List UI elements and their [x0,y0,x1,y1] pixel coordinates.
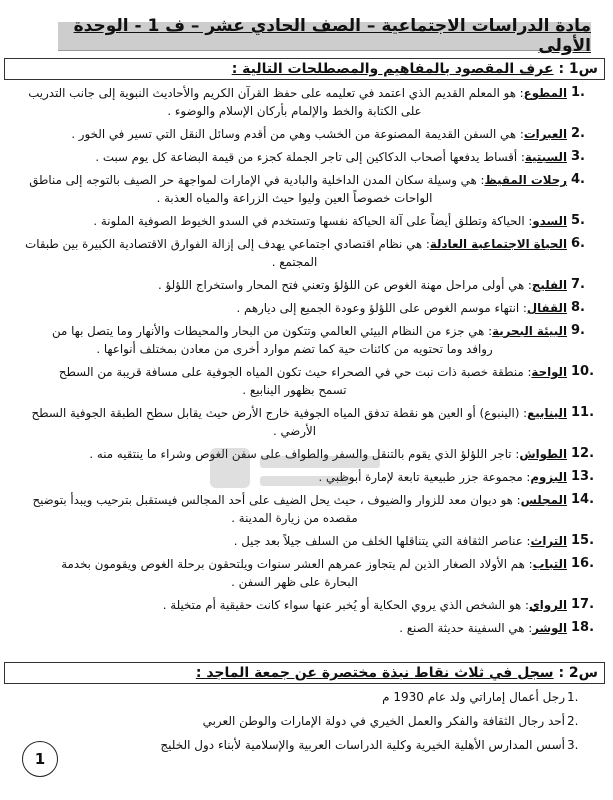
section2-list [30,688,595,760]
section1-header [4,58,605,80]
page-number: 1 [22,741,58,777]
list-item [22,84,599,120]
list-item [22,363,599,399]
item-number: 2. [571,126,585,141]
list-item [22,235,599,271]
term-definition-continued: روافد وما تحتويه من كائنات حية كما تضم موارد أخرى من معادن بمختلف أنواعها . [96,342,493,356]
term-label: السبتية [524,150,567,164]
term-definition: : مجموعة جزر طبيعية تابعة لإمارة أبوظبي . [318,470,531,484]
list-item [22,212,599,230]
term-definition-continued: تسمح بظهور الينابيع . [242,383,347,397]
term-definition: : هو ديوان معد للزوار والضيوف ، حيث يحل الضيف على أحد المجالس فيستقبل بترحيب ويبدأ بتوضيح [32,493,521,507]
item-number: 6. [571,236,585,251]
term-definition: : هو الشخص الذي يروي الحكاية أو يُخبر عنها سواء كانت حقيقية أم متخيلة . [162,598,529,612]
list-item [30,712,595,730]
item-number: 2. [567,714,579,728]
answer-text: أسس المدارس الأهلية الخيرية وكلية الدراسات العربية والإسلامية لأبناء دول الخليج [160,738,565,752]
term-label: الواحة [531,365,567,379]
term-definition: : منطقة خصبة ذات نبت حي في الصحراء حيث تكون المياه الجوفية على مسافة قريبة من السطح [58,365,532,379]
term-label: رحلات المقيظ [484,173,567,187]
term-label: السدو [532,214,567,228]
term-label: البزوم [530,470,567,484]
term-label: التباب [532,557,567,571]
term-definition-continued: مقصده من زيارة المدينة . [231,511,358,525]
term-definition: : عناصر الثقافة التي يتناقلها الخلف من السلف جيلاً بعد جيل . [233,534,531,548]
term-definition: : هو المعلم القديم الذي اعتمد في تعليمه على حفظ القرآن الكريم والأحاديث النبوية إلى جانب التدريب [28,86,524,100]
answer-text: أحد رجال الثقافة والفكر والعمل الخيري في دولة الإمارات والوطن العربي [202,714,565,728]
term-definition: : انتهاء موسم الغوص على اللؤلؤ وعودة الجميع إلى ديارهم . [236,301,527,315]
section2-label: س2 : [558,665,598,681]
term-definition: : أقساط يدفعها أصحاب الدكاكين إلى تاجر الجملة كجزء من قيمة البضاعة كل يوم سبت . [95,150,525,164]
item-number: 4. [571,172,585,187]
list-item [22,171,599,207]
term-definition: : الحياكة وتطلق أيضاً على آلة الحياكة نفسها وتستخدم في السدو الخيوط الصوفية الملونة . [93,214,533,228]
list-item [22,404,599,440]
list-item [22,555,599,591]
list-item [22,125,599,143]
term-label: المجلس [520,493,567,507]
list-item [22,299,599,317]
term-label: الرواي [528,598,567,612]
item-number: 1. [567,690,579,704]
term-definition: : تاجر اللؤلؤ الذي يقوم بالتنقل والسفر والطواف على سفن الغوص وشراء ما ينتقيه منه . [89,447,520,461]
term-label: العبرات [523,127,567,141]
term-definition: : هي نظام اقتصادي اجتماعي يهدف إلى إزالة الفوارق الاقتصادية الكبيرة بين طبقات [25,237,430,251]
item-number: 10. [571,364,595,379]
section2-instruction: سجل في ثلاث نقاط نبذة مختصرة عن جمعة الماجد : [195,665,554,681]
item-number: 12. [571,446,595,461]
term-label: الفليج [531,278,567,292]
term-definition-continued: الأرضي . [272,424,317,438]
term-label: الوشر [532,621,567,635]
term-label: التراث [530,534,567,548]
list-item [30,736,595,754]
item-number: 11. [571,405,595,420]
section1-list [22,84,599,642]
term-label: المطوع [523,86,567,100]
term-label: الطواش [519,447,567,461]
answer-text: رجل أعمال إماراتي ولد عام 1930 م [382,690,565,704]
item-number: 14. [571,492,595,507]
term-label: القفال [526,301,567,315]
list-item [22,532,599,550]
term-label: البيئة البحرية [492,324,567,338]
term-definition-continued: البحارة على ظهر السفن . [231,575,358,589]
term-definition: : هي السفينة حديثة الصنع . [399,621,533,635]
term-label: الحياة الاجتماعية العادلة [429,237,567,251]
item-number: 17. [571,597,595,612]
list-item [30,688,595,706]
item-number: 7. [571,277,585,292]
term-definition-continued: الواحات خصوصاً العين وليوا حيث الزراعة والمياه العذبة . [156,191,433,205]
item-number: 5. [571,213,585,228]
list-item [22,148,599,166]
page-title: مادة الدراسات الاجتماعية – الصف الحادي عشر – ف 1 - الوحدة الأولى [73,16,591,56]
item-number: 15. [571,533,595,548]
list-item [22,276,599,294]
term-definition: : هي جزء من النظام البيئي العالمي وتتكون من البحار والمحيطات والأنهار وما يتصل بها من [52,324,493,338]
watermark-logo-icon [200,438,390,508]
term-label: الينابيع [527,406,567,420]
term-definition: : هي أولى مراحل مهنة الغوص عن اللؤلؤ وتعني فتح المحار واستخراج اللؤلؤ . [158,278,532,292]
term-definition-continued: على الكتابة والخط والإلمام بأركان الإسلام والوضوء . [167,104,422,118]
section2-header [4,662,605,684]
item-number: 13. [571,469,595,484]
term-definition: : (الينبوع) أو العين هو نقطة تدفق المياه الجوفية خارج الأرض حيث يقابل سطح الطبقة الجوفية السطح [31,406,528,420]
section1-label: س1 : [558,61,598,77]
term-definition: : هي السفن القديمة المصنوعة من الخشب وهي من أقدم وسائل النقل التي تسير في الخور . [71,127,524,141]
term-definition: : هي وسيلة سكان المدن الداخلية والبادية في الإمارات لمواجهة حر الصيف بالتوجه إلى مناطق [29,173,485,187]
page-title-bar [58,16,591,56]
item-number: 3. [571,149,585,164]
item-number: 18. [571,620,595,635]
section1-instruction: عرف المقصود بالمفاهيم والمصطلحات التالية : [231,61,554,77]
term-definition: : هم الأولاد الصغار الذين لم يتجاوز عمرهم العشر سنوات ويلتحقون برحلة الغوص ويقومون بخدمة [61,557,533,571]
item-number: 9. [571,323,585,338]
list-item [22,596,599,614]
list-item [22,322,599,358]
list-item [22,619,599,637]
item-number: 1. [571,85,585,100]
item-number: 8. [571,300,585,315]
item-number: 3. [567,738,579,752]
term-definition-continued: المجتمع . [271,255,318,269]
item-number: 16. [571,556,595,571]
